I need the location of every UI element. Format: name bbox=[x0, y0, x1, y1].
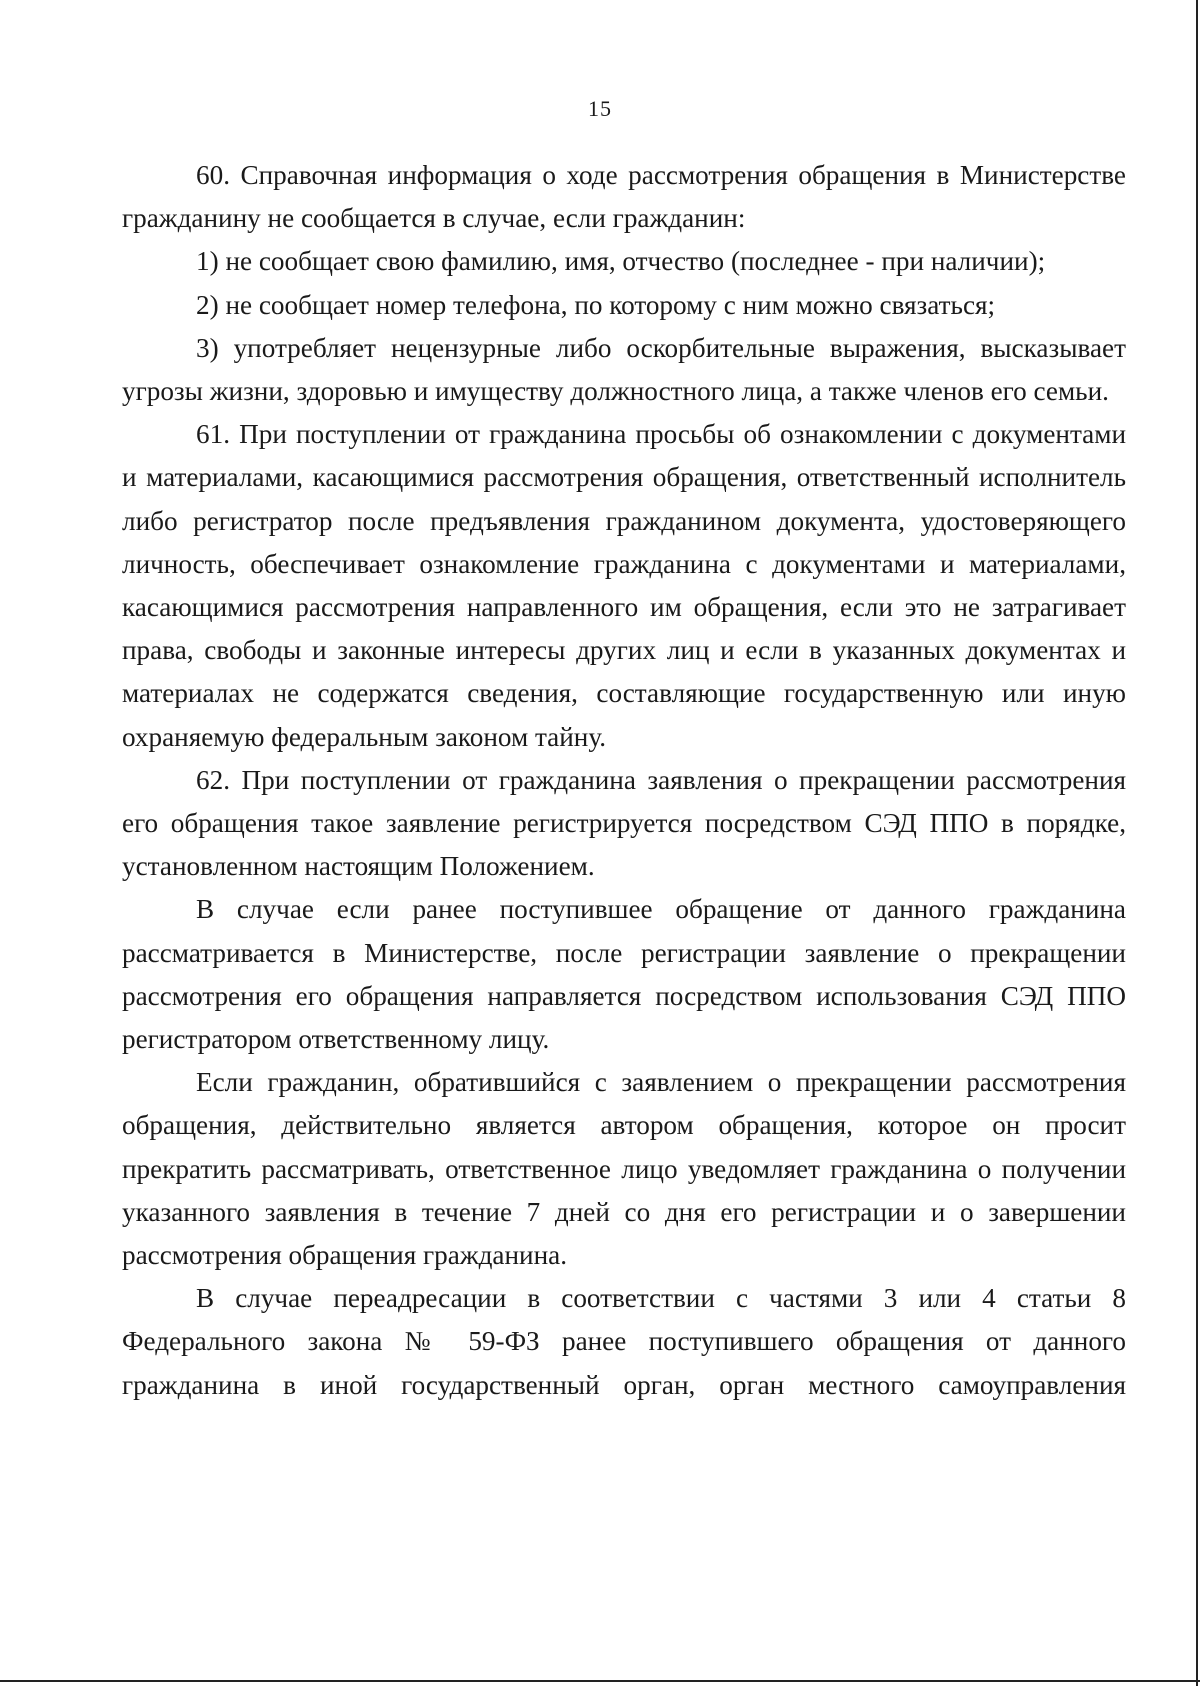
paragraph-62: 62. При поступлении от гражданина заявления о прекращении рассмотрения его обращения такое заявление регистрируется посредством СЭД ППО в порядке, установленном настоящим Положением. bbox=[122, 764, 1126, 882]
list-item-1: 1) не сообщает свою фамилию, имя, отчество (последнее - при наличии); bbox=[196, 246, 1046, 277]
scan-right-edge bbox=[1196, 0, 1198, 1686]
list-item-3: 3) употребляет нецензурные либо оскорбительные выражения, высказывает угрозы жизни, здоровью и имуществу должностного лица, а также членов его семьи. bbox=[122, 332, 1126, 407]
document-body bbox=[122, 154, 1126, 1407]
paragraph-62-case-3: В случае переадресации в соответствии с частями 3 или 4 статьи 8 Федерального закона № 59-ФЗ ранее поступившего обращения от данного гражданина в иной государственный орган, орган местного самоуправления bbox=[122, 1283, 1126, 1400]
paragraph-61: 61. При поступлении от гражданина просьбы об ознакомлении с документами и материалами, касающимися рассмотрения обращения, ответственный исполнитель либо регистратор после предъявления гражданином документа, удостоверяющего личность, обеспечивает ознакомление гражданина с документами и материалами, касающимися рассмотрения направленного им обращения, если это не затрагивает права, свободы и законные интересы других лиц и если в указанных документах и материалах не содержатся сведения, составляющие государственную или иную охраняемую федеральным законом тайну. bbox=[122, 419, 1126, 752]
scan-bottom-edge bbox=[0, 1680, 1200, 1682]
paragraph-62-case-2: Если гражданин, обратившийся с заявлением о прекращении рассмотрения обращения, действительно является автором обращения, которое он просит прекратить рассматривать, ответственное лицо уведомляет гражданина о получении указанного заявления в течение 7 дней со дня его регистрации и о завершении рассмотрения обращения гражданина. bbox=[122, 1067, 1126, 1271]
paragraph-60: 60. Справочная информация о ходе рассмотрения обращения в Министерстве гражданину не сообщается в случае, если гражданин: bbox=[122, 160, 1126, 234]
list-item-2: 2) не сообщает номер телефона, по которому с ним можно связаться; bbox=[196, 289, 996, 320]
page-number: 15 bbox=[588, 96, 612, 121]
paragraph-62-case-1: В случае если ранее поступившее обращение от данного гражданина рассматривается в Министерстве, после регистрации заявление о прекращении рассмотрения его обращения направляется посредством использования СЭД ППО регистратором ответственному лицу. bbox=[122, 894, 1126, 1055]
